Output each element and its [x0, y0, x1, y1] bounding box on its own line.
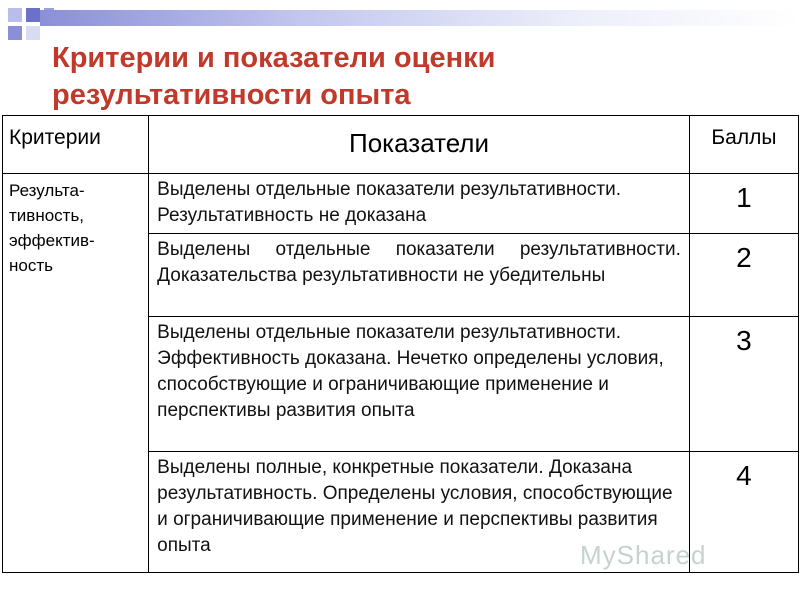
title-line-2: результативности опыта [52, 79, 411, 111]
header-indicators: Показатели [149, 116, 690, 174]
points-cell: 3 [689, 317, 798, 452]
title-line-1: Критерии и показатели оценки [52, 42, 496, 74]
page-title [52, 40, 752, 114]
table-row [3, 174, 799, 234]
points-cell: 4 [689, 452, 798, 573]
points-cell: 2 [689, 234, 798, 317]
header-gradient-bar [40, 10, 800, 26]
header-row [3, 116, 799, 174]
header-criteria: Критерии [3, 116, 149, 174]
criterion-line: тивность, [9, 206, 85, 225]
decorative-squares [0, 0, 60, 60]
indicator-cell: Выделены отдельные показатели результативности. Доказательства результативности не убедительны [149, 234, 690, 317]
criterion-line: ность [9, 256, 53, 275]
header-points: Баллы [689, 116, 798, 174]
watermark: MyShared [580, 540, 707, 570]
criterion-cell [3, 174, 149, 573]
indicator-cell: Выделены отдельные показатели результативности. Эффективность доказана. Нечетко определены условия, способствующие и ограничивающие применение и перспективы развития опыта [149, 317, 690, 452]
criterion-line: эффектив- [9, 231, 95, 250]
criteria-table [2, 115, 799, 573]
indicator-cell: Выделены полные, конкретные показатели. Доказана результативность. Определены условия, способствующие и ограничивающие применение и перспективы развития опыта [149, 452, 690, 573]
criterion-line: Результа- [9, 181, 85, 200]
indicator-cell: Выделены отдельные показатели результативности. Результативность не доказана [149, 174, 690, 234]
points-cell: 1 [689, 174, 798, 234]
